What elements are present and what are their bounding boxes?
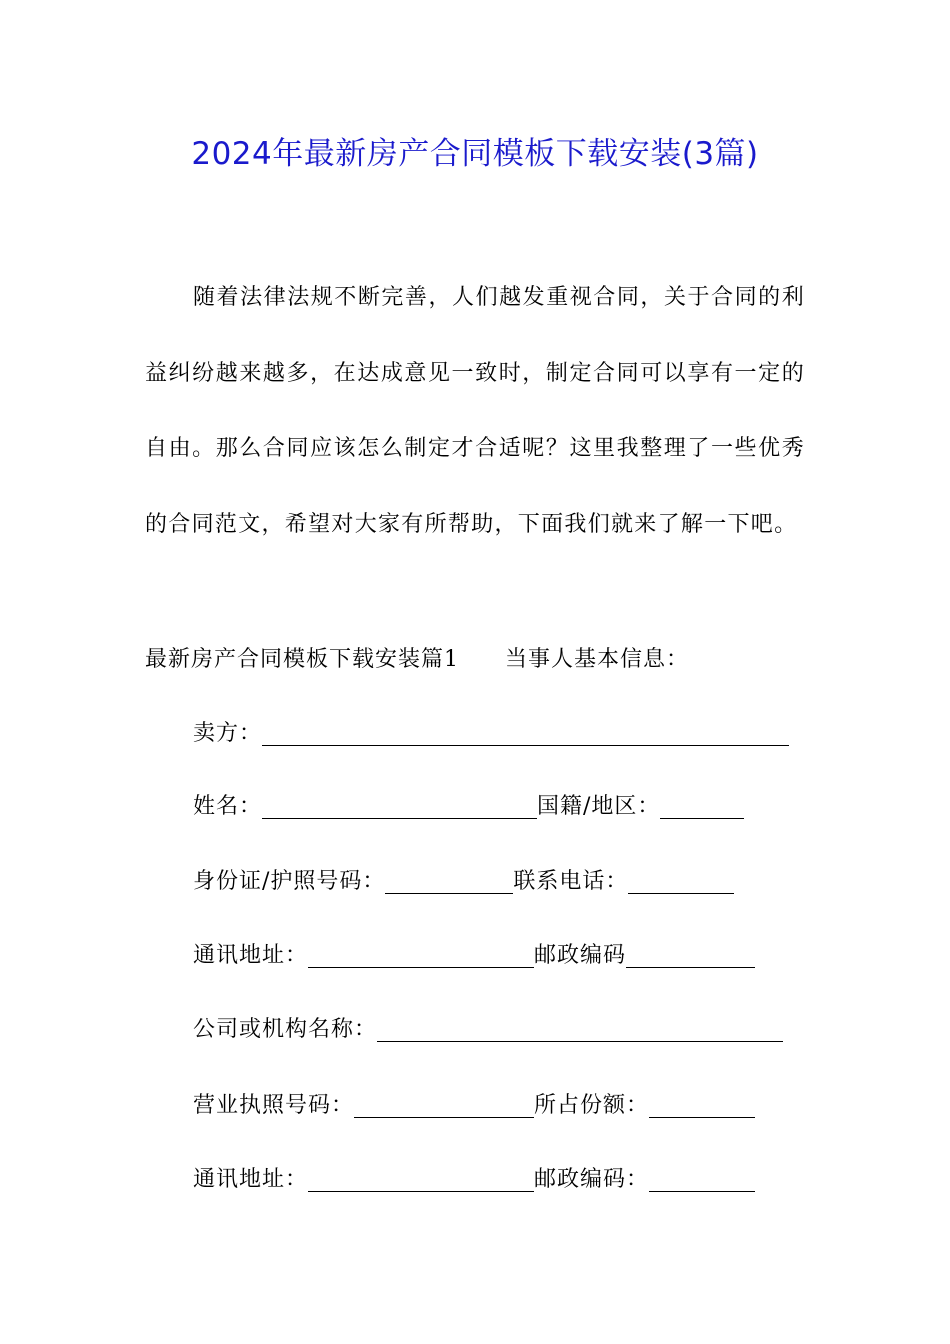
field-row-name xyxy=(193,787,793,827)
field-row-id xyxy=(193,862,793,902)
document-title: 2024年最新房产合同模板下载安装(3篇) xyxy=(191,136,759,172)
address-1-label: 通讯地址： xyxy=(193,943,309,968)
share-label: 所占份额： xyxy=(534,1093,650,1118)
postcode-1-label: 邮政编码 xyxy=(534,943,627,968)
field-row-license xyxy=(193,1086,793,1126)
field-row-address-1 xyxy=(193,936,793,976)
license-blank[interactable] xyxy=(354,1091,534,1118)
postcode-2-label: 邮政编码： xyxy=(534,1167,650,1192)
address-1-blank[interactable] xyxy=(308,941,534,968)
address-2-blank[interactable] xyxy=(308,1165,534,1192)
postcode-2-blank[interactable] xyxy=(649,1165,755,1192)
seller-label: 卖方： xyxy=(193,721,263,746)
intro-paragraph: 随着法律法规不断完善，人们越发重视合同，关于合同的利益纠纷越来越多，在达成意见一致时，制定合同可以享有一定的自由。那么合同应该怎么制定才合适呢？这里我整理了一些优秀的合同范文，希望对大家有所帮助，下面我们就来了解一下吧。 xyxy=(145,285,805,537)
nationality-label: 国籍/地区： xyxy=(537,794,661,819)
address-2-label: 通讯地址： xyxy=(193,1167,309,1192)
name-blank[interactable] xyxy=(262,792,537,819)
field-row-address-2 xyxy=(193,1160,793,1200)
company-blank[interactable] xyxy=(377,1015,783,1042)
phone-blank[interactable] xyxy=(628,867,734,894)
nationality-blank[interactable] xyxy=(660,792,744,819)
id-blank[interactable] xyxy=(385,867,513,894)
id-label: 身份证/护照号码： xyxy=(193,869,386,894)
seller-blank[interactable] xyxy=(262,719,789,746)
postcode-1-blank[interactable] xyxy=(626,941,755,968)
phone-label: 联系电话： xyxy=(513,869,629,894)
field-row-company xyxy=(193,1010,793,1050)
share-blank[interactable] xyxy=(649,1091,755,1118)
section-subtitle: 当事人基本信息： xyxy=(505,647,690,672)
section-heading xyxy=(145,640,805,680)
license-label: 营业执照号码： xyxy=(193,1093,355,1118)
field-row-seller xyxy=(193,714,793,754)
company-label: 公司或机构名称： xyxy=(193,1017,378,1042)
name-label: 姓名： xyxy=(193,794,263,819)
section-title: 最新房产合同模板下载安装篇1 xyxy=(145,647,459,672)
